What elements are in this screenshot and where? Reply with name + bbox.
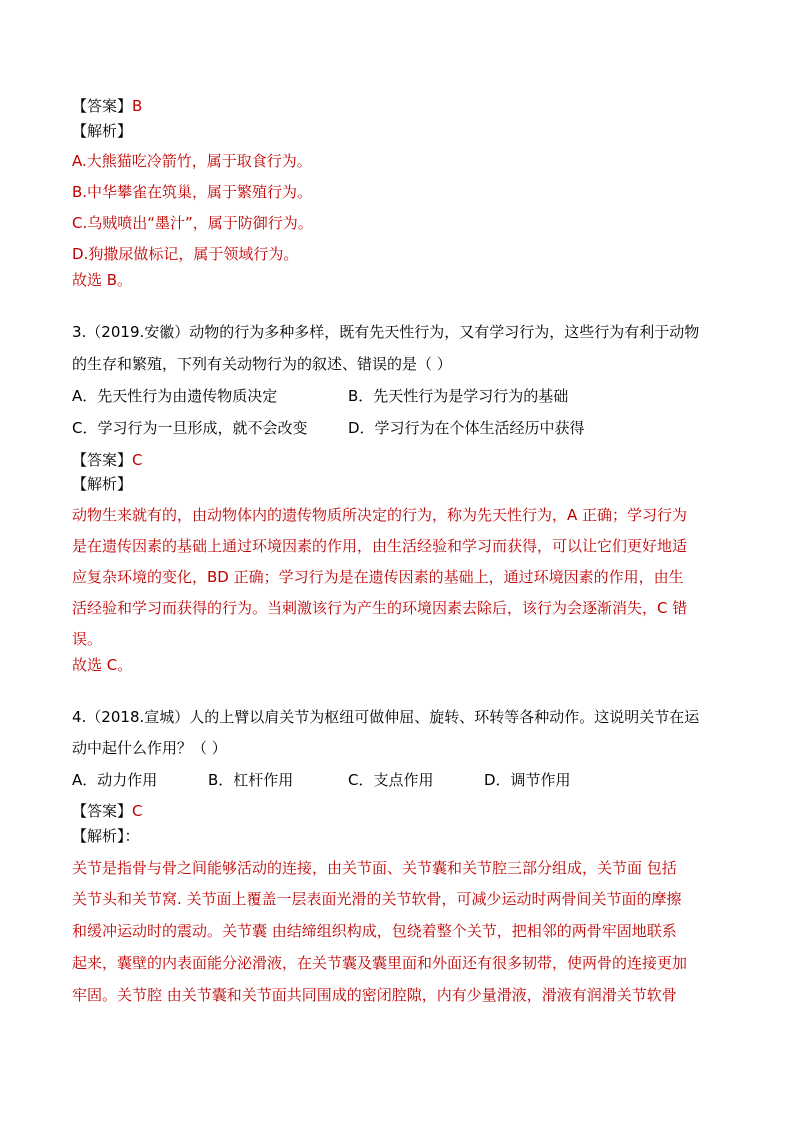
answer-label: 【答案】 bbox=[72, 97, 133, 115]
q3-option-a: A．先天性行为由遗传物质决定 bbox=[72, 387, 278, 405]
answer-line-3 bbox=[72, 450, 143, 470]
question-4-text: 动中起什么作用？（ ） bbox=[72, 739, 227, 757]
answer-value: B bbox=[132, 97, 143, 115]
analysis-line: C.乌贼喷出“墨汁”，属于防御行为。 bbox=[72, 214, 313, 232]
analysis-line: 和缓冲运动时的震动。关节囊 由结缔组织构成，包绕着整个关节，把相邻的两骨牢固地联系 bbox=[72, 922, 677, 940]
analysis-label-4: 【解析】： bbox=[72, 827, 140, 845]
analysis-line: 误。 bbox=[72, 630, 103, 648]
question-3-text: 3.（2019.安徽）动物的行为多种多样，既有先天性行为，又有学习行为，这些行为有利于动物 bbox=[72, 323, 700, 341]
conclusion-line: 故选 B。 bbox=[72, 271, 133, 289]
analysis-line: 是在遗传因素的基础上通过环境因素的作用，由生活经验和学习而获得，可以让它们更好地适 bbox=[72, 537, 688, 555]
answer-line-4 bbox=[72, 801, 143, 821]
analysis-line: D.狗撒尿做标记，属于领域行为。 bbox=[72, 245, 299, 263]
answer-line-1 bbox=[72, 96, 142, 116]
answer-value: C bbox=[132, 802, 143, 820]
q4-option-b: B．杠杆作用 bbox=[208, 771, 294, 789]
analysis-line: 关节是指骨与骨之间能够活动的连接，由关节面、关节囊和关节腔三部分组成，关节面 包括 bbox=[72, 859, 677, 877]
answer-label: 【答案】 bbox=[72, 802, 133, 820]
analysis-line: 动物生来就有的，由动物体内的遗传物质所决定的行为，称为先天性行为，A 正确；学习行为 bbox=[72, 506, 688, 524]
q3-option-c: C．学习行为一旦形成，就不会改变 bbox=[72, 419, 308, 437]
q3-option-b: B．先天性行为是学习行为的基础 bbox=[348, 387, 569, 405]
q4-option-a: A．动力作用 bbox=[72, 771, 158, 789]
question-3-text: 的生存和繁殖，下列有关动物行为的叙述、错误的是（ ） bbox=[72, 355, 452, 373]
analysis-line: B.中华攀雀在筑巢，属于繁殖行为。 bbox=[72, 183, 313, 201]
answer-value: C bbox=[132, 451, 143, 469]
analysis-line: 起来，囊壁的内表面能分泌滑液，在关节囊及囊里面和外面还有很多韧带，使两骨的连接更加 bbox=[72, 954, 688, 972]
analysis-line: 应复杂环境的变化，BD 正确；学习行为是在遗传因素的基础上，通过环境因素的作用，由生 bbox=[72, 568, 684, 586]
analysis-line: 关节头和关节窝. 关节面上覆盖一层表面光滑的关节软骨，可减少运动时两骨间关节面的摩擦 bbox=[72, 890, 682, 908]
analysis-line: 活经验和学习而获得的行为。当刺激该行为产生的环境因素去除后，该行为会逐渐消失，C 错 bbox=[72, 599, 688, 617]
analysis-label-3: 【解析】 bbox=[72, 475, 133, 493]
analysis-line: 牢固。关节腔 由关节囊和关节面共同围成的密闭腔隙，内有少量滑液，滑液有润滑关节软骨 bbox=[72, 986, 677, 1004]
q4-option-d: D．调节作用 bbox=[484, 771, 571, 789]
analysis-label-1: 【解析】 bbox=[72, 122, 133, 140]
q4-option-c: C．支点作用 bbox=[348, 771, 434, 789]
analysis-line: A.大熊猫吃冷箭竹，属于取食行为。 bbox=[72, 152, 312, 170]
question-4-text: 4.（2018.宣城）人的上臂以肩关节为枢纽可做伸屈、旋转、环转等各种动作。这说明关节在运 bbox=[72, 708, 700, 726]
q3-option-d: D．学习行为在个体生活经历中获得 bbox=[348, 419, 585, 437]
answer-label: 【答案】 bbox=[72, 451, 133, 469]
conclusion-line: 故选 C。 bbox=[72, 656, 133, 674]
